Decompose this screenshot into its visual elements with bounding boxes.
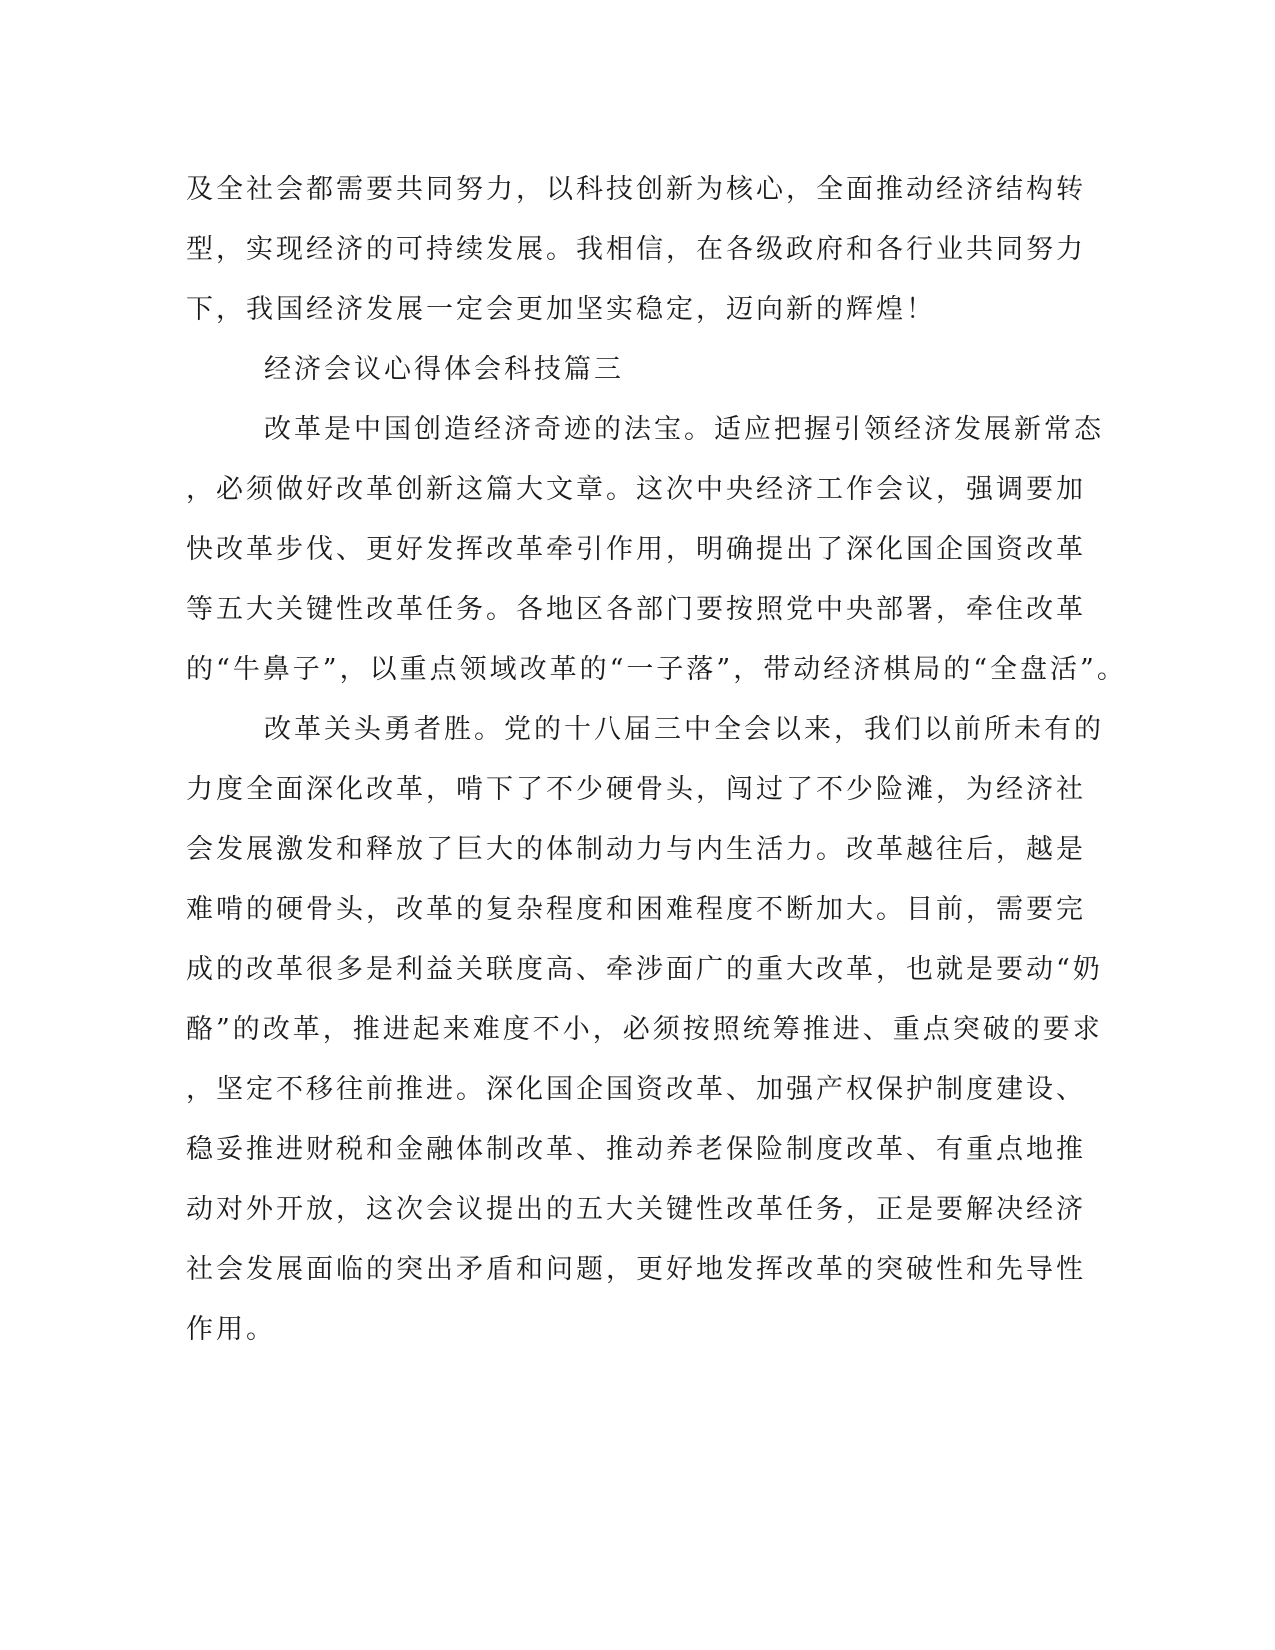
- paragraph-line: 酪”的改革，推进起来难度不小，必须按照统筹推进、重点突破的要求: [186, 1014, 1103, 1045]
- paragraph-line: 改革关头勇者胜。党的十八届三中全会以来，我们以前所未有的: [264, 714, 1104, 745]
- paragraph-line: ，必须做好改革创新这篇大文章。这次中央经济工作会议，强调要加: [186, 474, 1086, 505]
- paragraph-line: 难啃的硬骨头，改革的复杂程度和困难程度不断加大。目前，需要完: [186, 894, 1086, 925]
- paragraph-line: 型，实现经济的可持续发展。我相信，在各级政府和各行业共同努力: [186, 234, 1086, 265]
- paragraph-line: 会发展激发和释放了巨大的体制动力与内生活力。改革越往后，越是: [186, 834, 1086, 865]
- paragraph-line: 快改革步伐、更好发挥改革牵引作用，明确提出了深化国企国资改革: [186, 534, 1086, 565]
- paragraph-line: 力度全面深化改革，啃下了不少硬骨头，闯过了不少险滩，为经济社: [186, 774, 1086, 805]
- paragraph-line: 改革是中国创造经济奇迹的法宝。适应把握引领经济发展新常态: [264, 414, 1104, 445]
- document-body: [186, 160, 1127, 1360]
- paragraph-line: ，坚定不移往前推进。深化国企国资改革、加强产权保护制度建设、: [186, 1074, 1086, 1105]
- section-heading: 经济会议心得体会科技篇三: [264, 354, 624, 385]
- paragraph-line: 稳妥推进财税和金融体制改革、推动养老保险制度改革、有重点地推: [186, 1134, 1086, 1165]
- paragraph-line: 下，我国经济发展一定会更加坚实稳定，迈向新的辉煌！: [186, 294, 936, 325]
- paragraph-line: 及全社会都需要共同努力，以科技创新为核心，全面推动经济结构转: [186, 174, 1086, 205]
- paragraph-line: 的“牛鼻子”，以重点领域改革的“一子落”，带动经济棋局的“全盘活”。: [186, 654, 1127, 685]
- paragraph-line: 社会发展面临的突出矛盾和问题，更好地发挥改革的突破性和先导性: [186, 1254, 1086, 1285]
- paragraph-line: 动对外开放，这次会议提出的五大关键性改革任务，正是要解决经济: [186, 1194, 1086, 1225]
- paragraph-line: 成的改革很多是利益关联度高、牵涉面广的重大改革，也就是要动“奶: [186, 954, 1103, 985]
- paragraph-line: 作用。: [186, 1314, 276, 1345]
- paragraph-line: 等五大关键性改革任务。各地区各部门要按照党中央部署，牵住改革: [186, 594, 1086, 625]
